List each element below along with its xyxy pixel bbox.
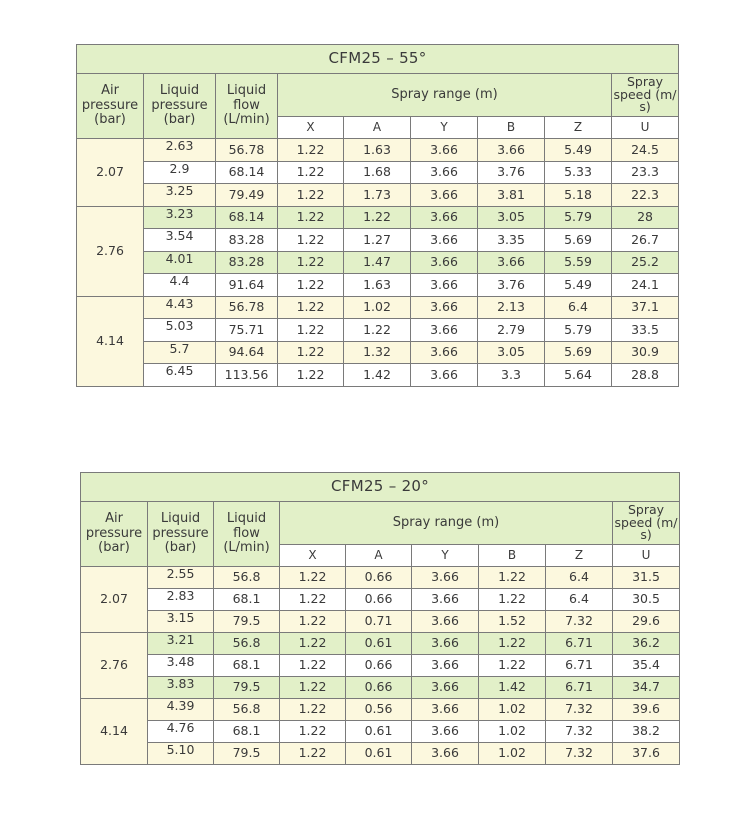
- table-cell: 3.66: [412, 743, 479, 765]
- table-cell: 3.66: [412, 721, 479, 743]
- table-cell: 7.32: [546, 699, 613, 721]
- table-cell: 79.5: [214, 677, 280, 699]
- sub-header-y: Y: [412, 545, 479, 567]
- table-row: [77, 274, 679, 297]
- air-pressure-cell: 2.07: [77, 139, 144, 207]
- table-row: [81, 633, 680, 655]
- table-row: [77, 206, 679, 229]
- table-cell: 1.22: [280, 633, 346, 655]
- table-cell: 1.47: [344, 251, 411, 274]
- table-cell: 6.4: [546, 567, 613, 589]
- table-body: [81, 473, 680, 765]
- air-pressure-header: Air pressure (bar): [77, 74, 144, 139]
- table-cell: 1.22: [280, 699, 346, 721]
- table-cell: 5.10: [148, 743, 214, 765]
- table-cell: 1.02: [344, 296, 411, 319]
- table-cell: 1.22: [280, 677, 346, 699]
- table-cell: 3.66: [411, 184, 478, 207]
- sub-header-b: B: [479, 545, 546, 567]
- table-cell: 3.66: [411, 206, 478, 229]
- table-cell: 1.22: [479, 589, 546, 611]
- table-cell: 1.22: [278, 161, 344, 184]
- table-cell: 3.66: [411, 274, 478, 297]
- spray-speed-header: Spray speed (m/ s): [613, 502, 680, 545]
- sub-header-z: Z: [546, 545, 613, 567]
- table-row: [81, 743, 680, 765]
- table-cell: 68.14: [216, 206, 278, 229]
- table-cell: 1.22: [278, 296, 344, 319]
- table-cell: 28.8: [612, 364, 679, 387]
- table-cell: 5.64: [545, 364, 612, 387]
- sub-header-a: A: [344, 117, 411, 139]
- table-row: [81, 611, 680, 633]
- table-cell: 3.15: [148, 611, 214, 633]
- table-cell: 3.66: [412, 677, 479, 699]
- table-cell: 30.9: [612, 341, 679, 364]
- table-cell: 1.63: [344, 274, 411, 297]
- air-pressure-cell: 2.76: [81, 633, 148, 699]
- sub-header-b: B: [478, 117, 545, 139]
- table-cell: 3.66: [411, 229, 478, 252]
- table-cell: 0.66: [346, 589, 412, 611]
- table-cell: 37.1: [612, 296, 679, 319]
- liquid-pressure-header: Liquid pressure (bar): [148, 502, 214, 567]
- table-cell: 68.1: [214, 721, 280, 743]
- table-cell: 6.4: [545, 296, 612, 319]
- air-pressure-cell: 2.07: [81, 567, 148, 633]
- table-cell: 3.23: [144, 206, 216, 229]
- table-cell: 79.5: [214, 743, 280, 765]
- table-cell: 1.22: [278, 274, 344, 297]
- table-cell: 3.3: [478, 364, 545, 387]
- table-cell: 22.3: [612, 184, 679, 207]
- table-cell: 1.22: [278, 139, 344, 162]
- table-cell: 5.79: [545, 319, 612, 342]
- table-cell: 1.42: [344, 364, 411, 387]
- table-cell: 56.8: [214, 567, 280, 589]
- air-pressure-header: Air pressure (bar): [81, 502, 148, 567]
- table-cell: 3.66: [412, 567, 479, 589]
- table-cell: 0.61: [346, 721, 412, 743]
- table-cell: 0.71: [346, 611, 412, 633]
- table-cell: 75.71: [216, 319, 278, 342]
- table-cell: 6.4: [546, 589, 613, 611]
- table-cell: 1.22: [479, 633, 546, 655]
- table-cell: 3.66: [412, 699, 479, 721]
- table-cell: 0.66: [346, 655, 412, 677]
- sub-header-z: Z: [545, 117, 612, 139]
- spray-range-header: Spray range (m): [278, 74, 612, 117]
- table-cell: 1.22: [280, 611, 346, 633]
- table-row: [77, 296, 679, 319]
- table-cell: 5.49: [545, 274, 612, 297]
- table-row: [77, 229, 679, 252]
- sub-header-y: Y: [411, 117, 478, 139]
- table-cell: 3.25: [144, 184, 216, 207]
- table-cell: 36.2: [613, 633, 680, 655]
- table-cell: 5.03: [144, 319, 216, 342]
- sub-header-x: X: [280, 545, 346, 567]
- spray-speed-header: Spray speed (m/ s): [612, 74, 679, 117]
- table-cell: 39.6: [613, 699, 680, 721]
- sub-header-x: X: [278, 117, 344, 139]
- table-cell: 1.22: [278, 319, 344, 342]
- table-cell: 3.05: [478, 341, 545, 364]
- table-cell: 1.22: [280, 567, 346, 589]
- table-row: [77, 364, 679, 387]
- table-cell: 6.71: [546, 677, 613, 699]
- table-cell: 24.5: [612, 139, 679, 162]
- table-cell: 3.66: [412, 589, 479, 611]
- table-cell: 1.52: [479, 611, 546, 633]
- table-cell: 4.4: [144, 274, 216, 297]
- table-row: [81, 589, 680, 611]
- table-cell: 3.66: [412, 611, 479, 633]
- table-cell: 3.66: [411, 161, 478, 184]
- table-cell: 3.66: [412, 633, 479, 655]
- table-row: [77, 251, 679, 274]
- table-cell: 91.64: [216, 274, 278, 297]
- table-cell: 3.48: [148, 655, 214, 677]
- table-cell: 1.22: [278, 364, 344, 387]
- spray-range-header: Spray range (m): [280, 502, 613, 545]
- liquid-flow-header: Liquid flow (L/min): [214, 502, 280, 567]
- table-cell: 26.7: [612, 229, 679, 252]
- table-cell: 0.66: [346, 677, 412, 699]
- table-cell: 34.7: [613, 677, 680, 699]
- table-cell: 3.66: [412, 655, 479, 677]
- table-cell: 4.43: [144, 296, 216, 319]
- table-cell: 1.68: [344, 161, 411, 184]
- table-row: [81, 677, 680, 699]
- table-cell: 79.49: [216, 184, 278, 207]
- table-cell: 3.05: [478, 206, 545, 229]
- table-cell: 3.54: [144, 229, 216, 252]
- table-cell: 56.78: [216, 139, 278, 162]
- table-cell: 0.66: [346, 567, 412, 589]
- table-cell: 5.49: [545, 139, 612, 162]
- table-cell: 1.63: [344, 139, 411, 162]
- table-cell: 3.66: [411, 319, 478, 342]
- table-cell: 7.32: [546, 721, 613, 743]
- table-title: CFM25 – 55°: [77, 45, 679, 74]
- table-cell: 68.1: [214, 655, 280, 677]
- table-cell: 4.76: [148, 721, 214, 743]
- table-cell: 2.83: [148, 589, 214, 611]
- liquid-pressure-header: Liquid pressure (bar): [144, 74, 216, 139]
- table-cell: 1.02: [479, 699, 546, 721]
- table-row: [81, 655, 680, 677]
- table-cell: 0.61: [346, 633, 412, 655]
- table-cell: 1.22: [280, 655, 346, 677]
- header-row: [81, 502, 680, 545]
- table-cell: 33.5: [612, 319, 679, 342]
- table-cell: 0.61: [346, 743, 412, 765]
- table-cell: 38.2: [613, 721, 680, 743]
- table-cell: 1.42: [479, 677, 546, 699]
- table-cell: 4.39: [148, 699, 214, 721]
- table-cell: 68.1: [214, 589, 280, 611]
- table-cell: 29.6: [613, 611, 680, 633]
- sub-header-u: U: [613, 545, 680, 567]
- spec-table-55: [76, 44, 679, 387]
- table-cell: 3.21: [148, 633, 214, 655]
- table-cell: 2.9: [144, 161, 216, 184]
- table-cell: 5.7: [144, 341, 216, 364]
- table-cell: 23.3: [612, 161, 679, 184]
- table-cell: 2.79: [478, 319, 545, 342]
- table-cell: 2.13: [478, 296, 545, 319]
- table-cell: 6.71: [546, 655, 613, 677]
- table-row: [77, 319, 679, 342]
- table-row: [81, 699, 680, 721]
- table-row: [77, 184, 679, 207]
- table-cell: 83.28: [216, 229, 278, 252]
- table-cell: 37.6: [613, 743, 680, 765]
- table-cell: 3.76: [478, 274, 545, 297]
- table-row: [77, 139, 679, 162]
- table-cell: 5.69: [545, 229, 612, 252]
- table-row: [81, 567, 680, 589]
- table-cell: 1.73: [344, 184, 411, 207]
- table-cell: 1.22: [278, 251, 344, 274]
- table-cell: 3.66: [411, 251, 478, 274]
- table-cell: 1.22: [280, 589, 346, 611]
- table-cell: 1.22: [479, 655, 546, 677]
- table-cell: 3.66: [411, 139, 478, 162]
- table-cell: 68.14: [216, 161, 278, 184]
- table-cell: 30.5: [613, 589, 680, 611]
- table-row: [81, 721, 680, 743]
- table-cell: 1.22: [344, 319, 411, 342]
- table-cell: 3.66: [478, 139, 545, 162]
- table-cell: 79.5: [214, 611, 280, 633]
- table-cell: 1.02: [479, 743, 546, 765]
- table-cell: 2.63: [144, 139, 216, 162]
- table-cell: 1.22: [280, 743, 346, 765]
- table-cell: 31.5: [613, 567, 680, 589]
- air-pressure-cell: 4.14: [81, 699, 148, 765]
- table-cell: 3.66: [411, 296, 478, 319]
- title-row: [77, 45, 679, 74]
- table-cell: 1.22: [479, 567, 546, 589]
- table-row: [77, 341, 679, 364]
- table-cell: 3.76: [478, 161, 545, 184]
- table-cell: 3.81: [478, 184, 545, 207]
- table-cell: 113.56: [216, 364, 278, 387]
- sub-header-a: A: [346, 545, 412, 567]
- table-cell: 3.66: [411, 364, 478, 387]
- table-row: [77, 161, 679, 184]
- table-cell: 28: [612, 206, 679, 229]
- table-cell: 6.45: [144, 364, 216, 387]
- table-cell: 3.35: [478, 229, 545, 252]
- table-cell: 7.32: [546, 611, 613, 633]
- table-cell: 35.4: [613, 655, 680, 677]
- table-cell: 3.66: [478, 251, 545, 274]
- table-cell: 6.71: [546, 633, 613, 655]
- table-cell: 1.22: [278, 184, 344, 207]
- table-cell: 7.32: [546, 743, 613, 765]
- table-cell: 94.64: [216, 341, 278, 364]
- table-cell: 1.22: [280, 721, 346, 743]
- table-cell: 24.1: [612, 274, 679, 297]
- table-cell: 25.2: [612, 251, 679, 274]
- table-cell: 1.32: [344, 341, 411, 364]
- sub-header-u: U: [612, 117, 679, 139]
- liquid-flow-header: Liquid flow (L/min): [216, 74, 278, 139]
- table-cell: 1.22: [278, 341, 344, 364]
- table-cell: 5.33: [545, 161, 612, 184]
- table-cell: 56.8: [214, 699, 280, 721]
- table-cell: 1.02: [479, 721, 546, 743]
- air-pressure-cell: 4.14: [77, 296, 144, 386]
- table-cell: 0.56: [346, 699, 412, 721]
- table-cell: 5.69: [545, 341, 612, 364]
- table-title: CFM25 – 20°: [81, 473, 680, 502]
- header-row: [77, 74, 679, 117]
- table-cell: 3.83: [148, 677, 214, 699]
- table-cell: 1.27: [344, 229, 411, 252]
- table-cell: 5.59: [545, 251, 612, 274]
- table-cell: 3.66: [411, 341, 478, 364]
- title-row: [81, 473, 680, 502]
- table-cell: 83.28: [216, 251, 278, 274]
- table-cell: 1.22: [278, 206, 344, 229]
- table-cell: 1.22: [278, 229, 344, 252]
- table-cell: 56.78: [216, 296, 278, 319]
- table-cell: 5.79: [545, 206, 612, 229]
- table-cell: 4.01: [144, 251, 216, 274]
- table-cell: 2.55: [148, 567, 214, 589]
- table-cell: 5.18: [545, 184, 612, 207]
- table-body: [77, 45, 679, 387]
- spec-table-20: [80, 472, 680, 765]
- table-cell: 56.8: [214, 633, 280, 655]
- air-pressure-cell: 2.76: [77, 206, 144, 296]
- table-cell: 1.22: [344, 206, 411, 229]
